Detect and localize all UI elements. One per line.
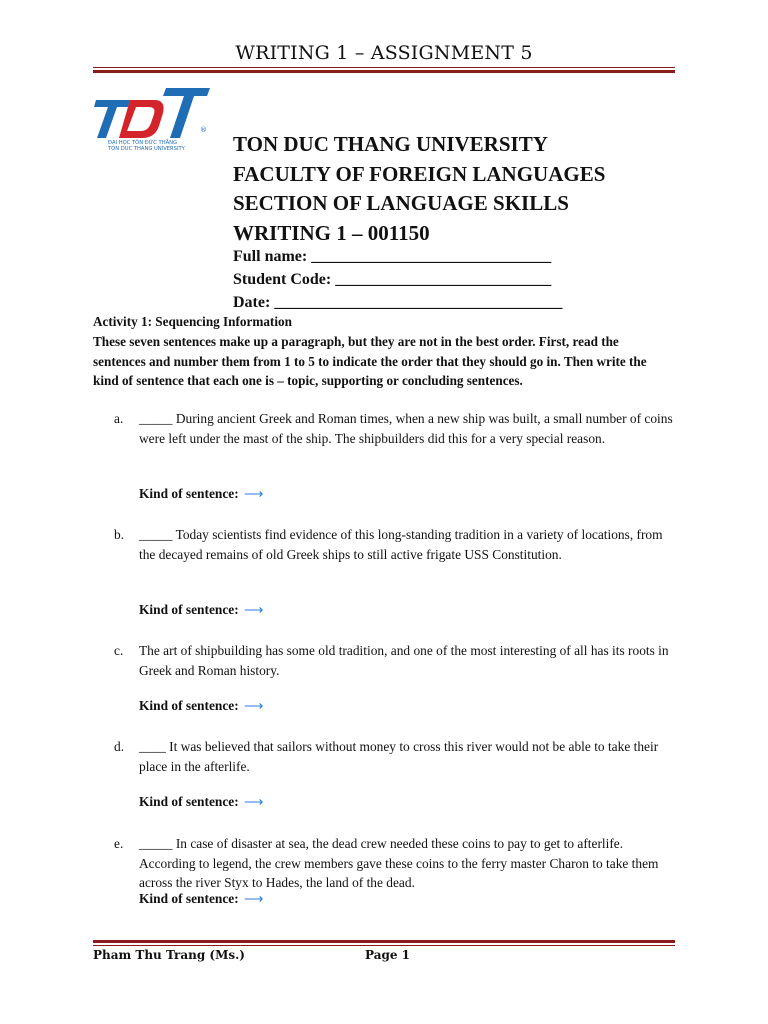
kind-label: Kind of sentence: bbox=[139, 486, 239, 501]
kind-label: Kind of sentence: bbox=[139, 891, 239, 906]
header-rule-thin bbox=[93, 67, 675, 68]
item-letter: a. bbox=[114, 411, 124, 426]
item-letter: e. bbox=[114, 836, 124, 851]
item-text[interactable]: _____ Today scientists find evidence of this long-standing tradition in a variety of locations, from the decayed remains of old Greek ships to still active frigate USS Constitution. bbox=[139, 527, 663, 562]
kind-of-sentence-b[interactable] bbox=[139, 602, 263, 618]
kind-of-sentence-d[interactable] bbox=[139, 794, 263, 810]
arrow-icon: ⟶ bbox=[244, 486, 264, 501]
item-text[interactable]: ____ It was believed that sailors without money to cross this river would not be able to take their place in the afterlife. bbox=[139, 739, 659, 774]
university-logo bbox=[92, 86, 212, 152]
arrow-icon: ⟶ bbox=[244, 698, 264, 713]
date-field[interactable]: Date: ____________________________________ bbox=[233, 294, 563, 311]
student-info-form bbox=[233, 245, 562, 314]
svg-text:ĐẠI HỌC TÔN ĐỨC THẮNG: ĐẠI HỌC TÔN ĐỨC THẮNG bbox=[108, 140, 178, 146]
footer-author: Pham Thu Trang (Ms.) bbox=[93, 948, 245, 962]
footer-page-number: Page 1 bbox=[365, 948, 411, 962]
kind-of-sentence-c[interactable] bbox=[139, 698, 263, 714]
course-code: WRITING 1 – 001150 bbox=[233, 220, 430, 245]
item-text[interactable]: _____ In case of disaster at sea, the dead crew needed these coins to pay to get to afterlife. According to legend, the crew members gave these coins to the ferry master Charon to take them across the river Styx to Hades, the land of the dead. bbox=[139, 836, 659, 890]
kind-label: Kind of sentence: bbox=[139, 602, 239, 617]
activity-instructions: These seven sentences make up a paragraph, but they are not in the best order. First, read the sentences and number them from 1 to 5 to indicate the order that they should go in. Then write the kind of sentence that each one is – topic, supporting or concluding sentences. bbox=[93, 334, 647, 389]
svg-text:TON DUC THANG UNIVERSITY: TON DUC THANG UNIVERSITY bbox=[108, 146, 185, 152]
header-title: WRITING 1 – ASSIGNMENT 5 bbox=[235, 42, 533, 64]
arrow-icon: ⟶ bbox=[244, 602, 264, 617]
item-text[interactable]: The art of shipbuilding has some old tradition, and one of the most interesting of all has its roots in Greek and Roman history. bbox=[139, 643, 669, 678]
arrow-icon: ⟶ bbox=[244, 891, 264, 906]
activity-title: Activity 1: Sequencing Information bbox=[93, 314, 292, 329]
header-rule-thick bbox=[93, 70, 675, 73]
svg-text:®: ® bbox=[200, 126, 207, 134]
item-letter: d. bbox=[114, 739, 125, 754]
kind-of-sentence-a[interactable] bbox=[139, 486, 263, 502]
item-letter: b. bbox=[114, 527, 125, 542]
footer-rule-thick bbox=[93, 940, 675, 943]
kind-label: Kind of sentence: bbox=[139, 794, 239, 809]
university-heading bbox=[233, 130, 605, 248]
footer-rule-thin bbox=[93, 945, 675, 946]
arrow-icon: ⟶ bbox=[244, 794, 264, 809]
full-name-field[interactable]: Full name: ______________________________ bbox=[233, 248, 552, 265]
section-name: SECTION OF LANGUAGE SKILLS bbox=[233, 191, 569, 215]
kind-label: Kind of sentence: bbox=[139, 698, 239, 713]
student-code-field[interactable]: Student Code: ___________________________ bbox=[233, 271, 552, 288]
kind-of-sentence-e[interactable] bbox=[139, 891, 263, 907]
item-letter: c. bbox=[114, 643, 124, 658]
item-text[interactable]: _____ During ancient Greek and Roman times, when a new ship was built, a small number of coins were left under the mast of the ship. The shipbuilders did this for a very special reason. bbox=[139, 411, 673, 446]
faculty-name: FACULTY OF FOREIGN LANGUAGES bbox=[233, 161, 606, 186]
university-name: TON DUC THANG UNIVERSITY bbox=[233, 132, 548, 156]
